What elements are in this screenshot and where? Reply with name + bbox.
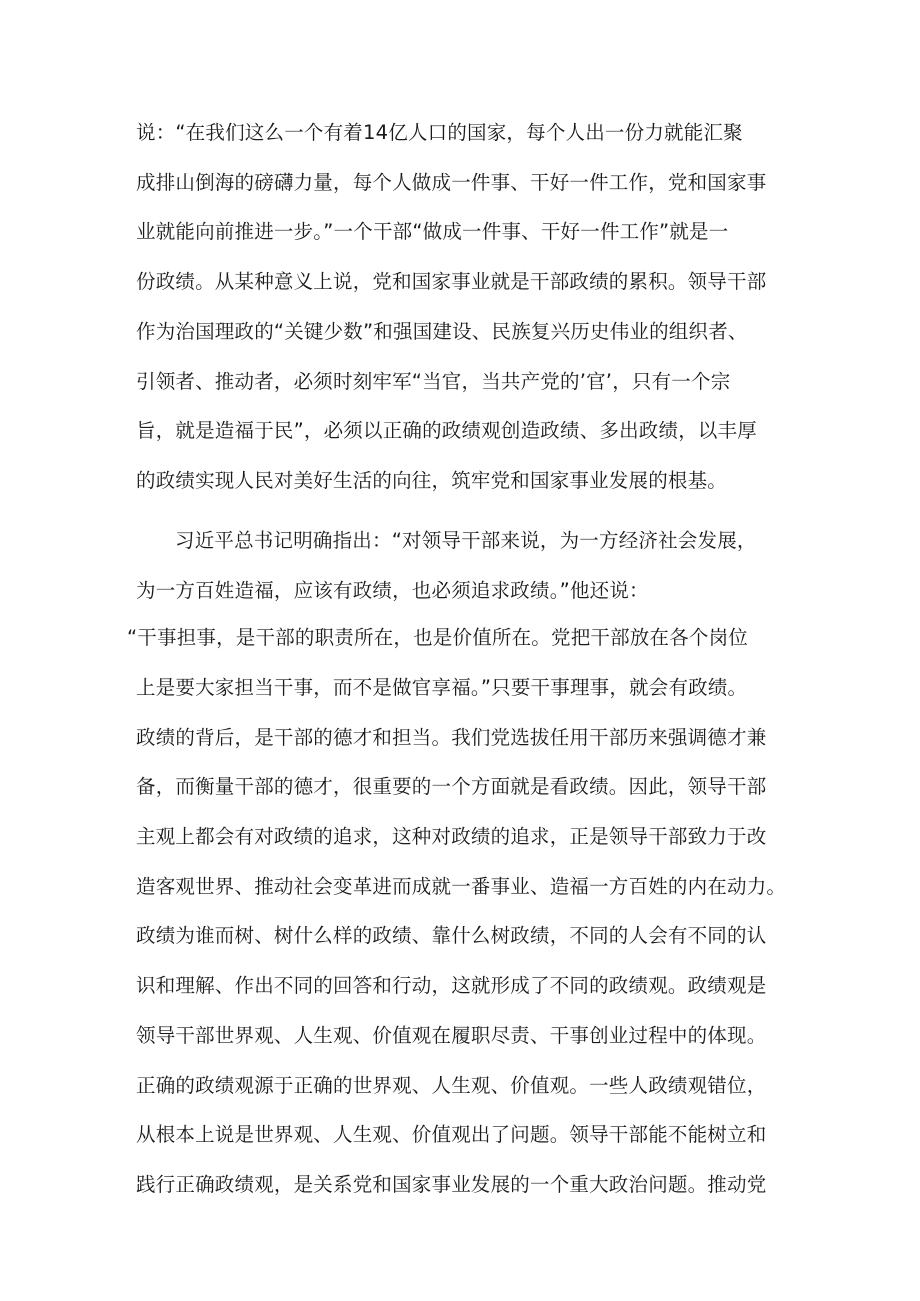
text-line-3: 业就能向前推进一步。”一个干部“做成一件事、干好一件工作”就是一: [136, 220, 729, 243]
text-line-13: 政绩的背后，是干部的德才和担当。我们党选拔任用干部历来强调德才兼: [136, 726, 767, 749]
text-line-8: 的政绩实现人民对美好生活的向往，筑牢党和国家事业发展的根基。: [136, 469, 728, 492]
text-line-21: 从根本上说是世界观、人生观、价值观出了问题。领导干部能不能树立和: [136, 1123, 767, 1146]
text-line-19: 领导干部世界观、人生观、价值观在履职尽责、干事创业过程中的体现。: [136, 1024, 767, 1047]
text-line-10: 为一方百姓造福，应该有政绩，也必须追求政绩。”他还说：: [136, 579, 649, 602]
text-line-5: 作为治国理政的“关键少数”和强国建设、民族复兴历史伟业的组织者、: [136, 320, 748, 343]
text-line-14: 备，而衡量干部的德才，很重要的一个方面就是看政绩。因此，领导干部: [136, 775, 767, 798]
text-line-18: 识和理解、作出不同的回答和行动，这就形成了不同的政绩观。政绩观是: [136, 974, 767, 997]
text-line-16: 造客观世界、推动社会变革进而成就一番事业、造福一方百姓的内在动力。: [136, 875, 787, 898]
text-line-6: 引领者、推动者，必须时刻牢军“当官，当共产党的’官’，只有一个宗: [136, 370, 731, 393]
text-line-4: 份政绩。从某种意义上说，党和国家事业就是干部政绩的累积。领导干部: [136, 270, 767, 293]
text-line-22: 践行正确政绩观，是关系党和国家事业发展的一个重大政治问题。推动党: [136, 1173, 767, 1196]
text-line-7: 旨，就是造福于民”，必须以正确的政绩观创造政绩、多出政绩，以丰厚: [136, 419, 758, 442]
text-line-20: 正确的政绩观源于正确的世界观、人生观、价值观。一些人政绩观错位，: [136, 1074, 767, 1097]
text-line-12: 上是要大家担当干事，而不是做官享福。”只要干事理事，就会有政绩。: [136, 676, 748, 699]
text-line-11: “干事担事，是干部的职责所在，也是价值所在。党把干部放在各个岗位: [127, 626, 749, 649]
text-line-2: 成排山倒海的磅礴力量，每个人做成一件事、干好一件工作，党和国家事: [136, 171, 767, 194]
text-line-15: 主观上都会有对政绩的追求，这种对政绩的追求，正是领导干部致力于改: [136, 825, 767, 848]
text-line-17: 政绩为谁而树、树什么样的政绩、靠什么树政绩，不同的人会有不同的认: [136, 924, 767, 947]
text-line-1: 说：“在我们这么一个有着14亿人口的国家，每个人出一份力就能汇聚: [136, 121, 743, 144]
paragraph-2-first-line: 习近平总书记明确指出：“对领导干部来说，为一方经济社会发展，: [175, 529, 757, 552]
